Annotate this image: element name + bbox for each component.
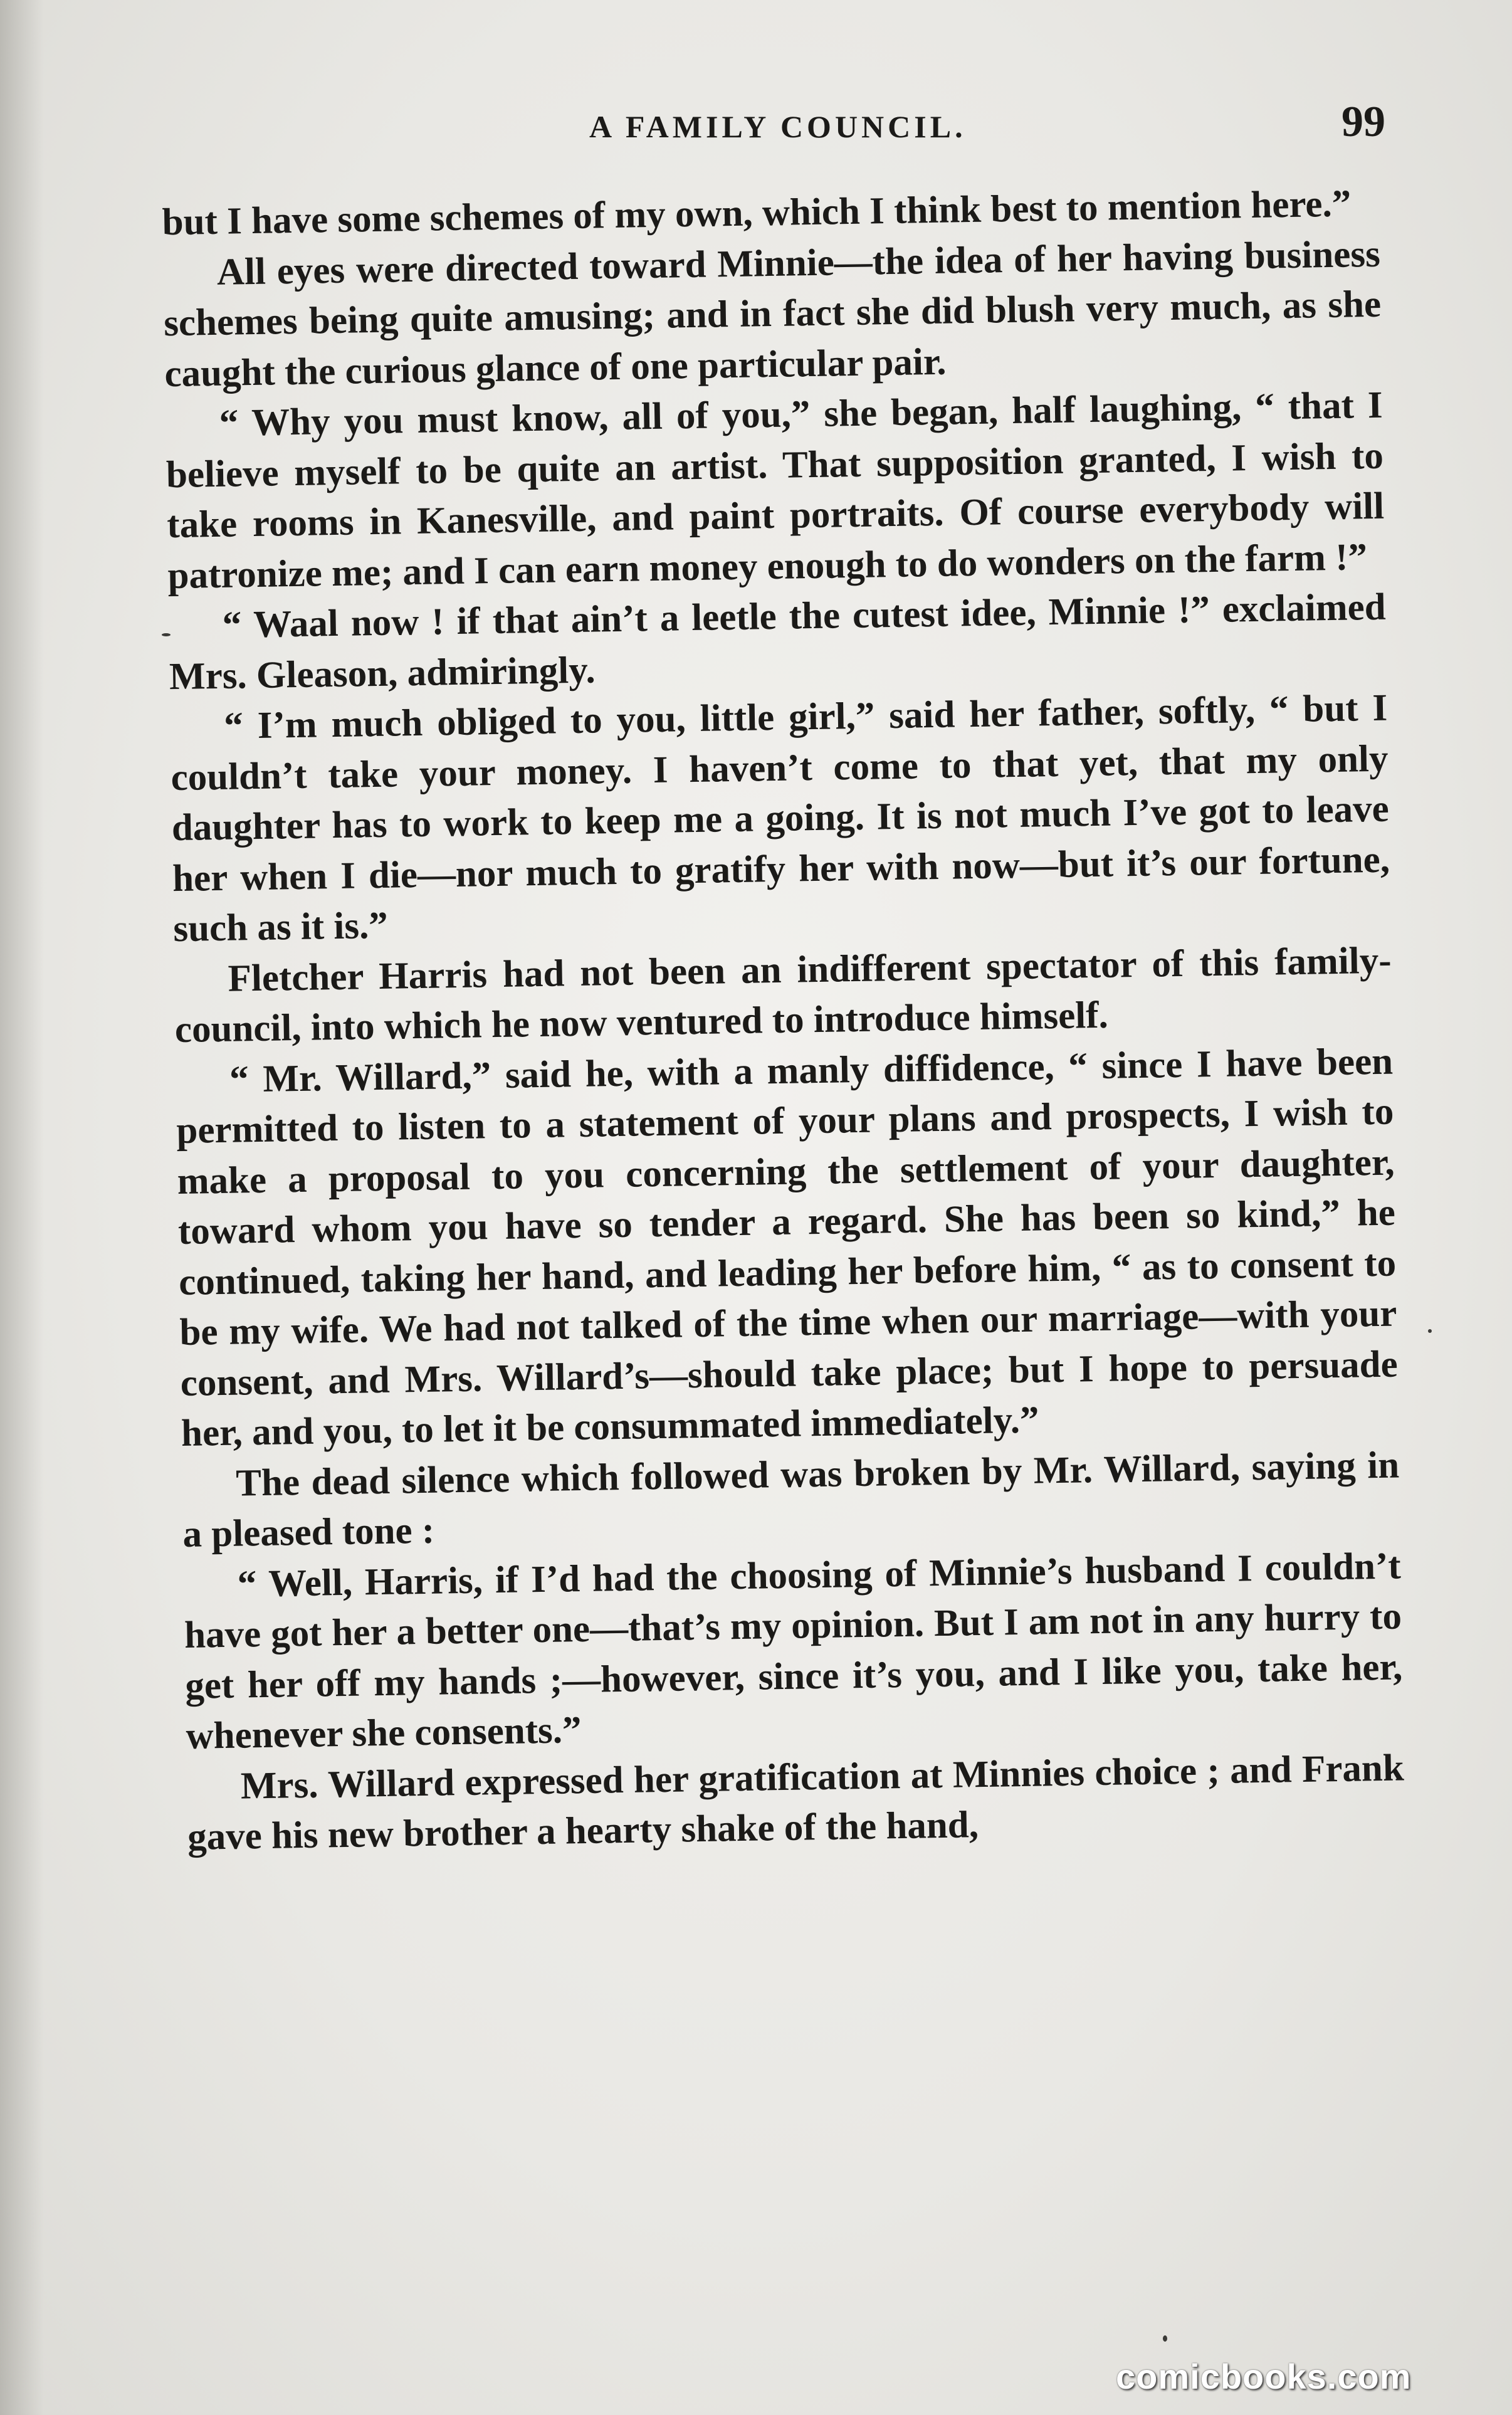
ink-speck <box>1428 1329 1432 1333</box>
ink-speck <box>1163 2335 1167 2342</box>
paragraph: “ Mr. Willard,” said he, with a manly diffidence, “ since I have been permitted to listen to a statement of your plans and prospects, I wish to make a proposal to you concerning the settlement of your daughter, toward whom you have so tender a regard. She has been so kind,” he continued, taking her hand, and leading her before him, “ as to consent to be my wife. We had not talked of the time when our marriage—with your consent, and Mrs. Willard’s—should take place; but I hope to persuade her, and you, to let it be consummated immediately.” <box>176 1040 1399 1455</box>
body-text <box>162 179 1405 1863</box>
paragraph: “ Why you must know, all of you,” she began, half laughing, “ that I believe myself to be quite an artist. That supposition granted, I wish to take rooms in Kanesville, and paint portraits. Of course everybody will patronize me; and I can earn money enough to do wonders on the farm !” <box>165 384 1385 597</box>
paragraph: but I have some schemes of my own, which I think best to mention here.” <box>162 182 1352 244</box>
paragraph: Fletcher Harris had not been an indifferent spectator of this family-council, into which he now ventured to introduce himself. <box>174 939 1392 1051</box>
paragraph: “ Well, Harris, if I’d had the choosing of Minnie’s husband I couldn’t have got her a better one—that’s my opinion. But I am not in any hurry to get her off my hands ;—however, since it’s you, and I like you, take her, whenever she consents.” <box>184 1544 1403 1757</box>
paragraph: The dead silence which followed was broken by Mr. Willard, saying in a pleased tone : <box>182 1443 1400 1555</box>
page-gutter-shadow <box>0 0 44 2415</box>
running-title: A FAMILY COUNCIL. <box>589 109 967 144</box>
paragraph: “ I’m much obliged to you, little girl,” said her father, softly, “ but I couldn’t take your money. I haven’t come to that yet, that my only daughter has to work to keep me a going. It is not much I’ve got to leave her when I die—nor much to gratify her with now—but it’s our fortune, such as it is.” <box>171 687 1390 950</box>
ink-speck <box>162 633 171 636</box>
paragraph: “ Waal now ! if that ain’t a leetle the cutest idee, Minnie !” exclaimed Mrs. Gleason, admiringly. <box>169 586 1387 698</box>
paragraph: Mrs. Willard expressed her gratification at Minnies choice ; and Frank gave his new brother a hearty shake of the hand, <box>187 1746 1405 1858</box>
paragraph: All eyes were directed toward Minnie—the idea of her having business schemes being quite amusing; and in fact she did blush very much, as she caught the curious glance of one particular pair. <box>163 233 1382 395</box>
watermark: comicbooks.com <box>1116 2357 1412 2396</box>
running-head <box>0 97 1512 154</box>
page-number: 99 <box>1341 98 1385 146</box>
